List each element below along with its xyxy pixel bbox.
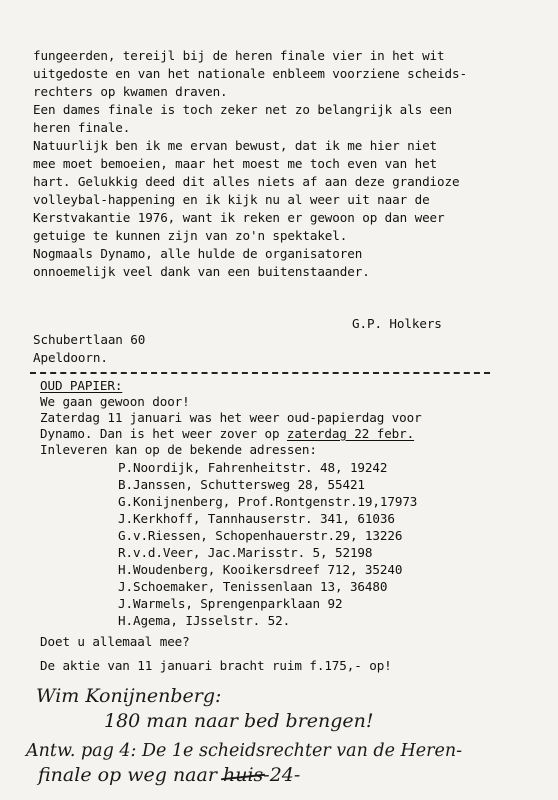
collection-date: zaterdag 22 febr.	[286, 426, 415, 441]
section-line: Zaterdag 11 januari was het weer oud-papierdag voor	[40, 410, 422, 425]
page-number: -24-	[263, 764, 301, 786]
letter-line: Natuurlijk ben ik me ervan bewust, dat ik me hier niet	[33, 138, 438, 153]
section-result: De aktie van 11 januari bracht ruim f.175,- op!	[40, 658, 392, 673]
letter-line: onnoemelijk veel dank van een buitenstaander.	[33, 264, 370, 279]
address-item: J.Kerkhoff, Tannhauserstr. 341, 61036	[118, 511, 395, 526]
letter-line: mee moet bemoeien, maar het moest me toch even van het	[33, 156, 438, 171]
section-line: We gaan gewoon door!	[40, 394, 190, 409]
address-street: Schubertlaan 60	[33, 332, 146, 347]
address-item: J.Warmels, Sprengenparklaan 92	[118, 596, 343, 611]
section-question: Doet u allemaal mee?	[40, 634, 190, 649]
section-heading: OUD PAPIER:	[40, 378, 123, 393]
letter-line: fungeerden, tereijl bij de heren finale vier in het wit	[33, 48, 445, 63]
address-item: G.Konijnenberg, Prof.Rontgenstr.19,17973	[118, 494, 418, 509]
letter-line: Kerstvakantie 1976, want ik reken er gewoon op dan weer	[33, 210, 445, 225]
letter-line: rechters op kwamen draven.	[33, 84, 228, 99]
address-item: R.v.d.Veer, Jac.Marisstr. 5, 52198	[118, 545, 373, 560]
letter-line: Een dames finale is toch zeker net zo belangrijk als een	[33, 102, 452, 117]
letter-line: Nogmaals Dynamo, alle hulde de organisatoren	[33, 246, 363, 261]
handwritten-text: finale op weg naar	[38, 764, 223, 786]
address-item: H.Agema, IJsselstr. 52.	[118, 613, 291, 628]
handwritten-note: Wim Konijnenberg:	[36, 685, 222, 707]
address-item: P.Noordijk, Fahrenheitstr. 48, 19242	[118, 460, 388, 475]
letter-line: volleybal-happening en ik kijk nu al weer uit naar de	[33, 192, 430, 207]
address-item: G.v.Riessen, Schopenhauerstr.29, 13226	[118, 528, 403, 543]
letter-line: getuige te kunnen zijn van zo'n spektakel.	[33, 228, 348, 243]
section-line-text: Dynamo. Dan is het weer zover op	[40, 426, 287, 441]
letter-line: uitgedoste en van het nationale enbleem voorziene scheids-	[33, 66, 467, 81]
letter-line: hart. Gelukkig deed dit alles niets af aan deze grandioze	[33, 174, 460, 189]
handwritten-note: Antw. pag 4: De 1e scheidsrechter van de Heren-	[26, 741, 463, 761]
section-line	[40, 426, 414, 442]
section-line: Inleveren kan op de bekende adressen:	[40, 442, 317, 457]
struck-word: huis	[222, 764, 264, 786]
letter-line: heren finale.	[33, 120, 131, 135]
address-city: Apeldoorn.	[33, 350, 108, 365]
handwritten-note: 180 man naar bed brengen!	[104, 710, 374, 732]
address-item: H.Woudenberg, Kooikersdreef 712, 35240	[118, 562, 403, 577]
section-divider	[30, 372, 490, 374]
letter-signature: G.P. Holkers	[352, 316, 442, 331]
address-item: J.Schoemaker, Tenissenlaan 13, 36480	[118, 579, 388, 594]
address-item: B.Janssen, Schuttersweg 28, 55421	[118, 477, 365, 492]
